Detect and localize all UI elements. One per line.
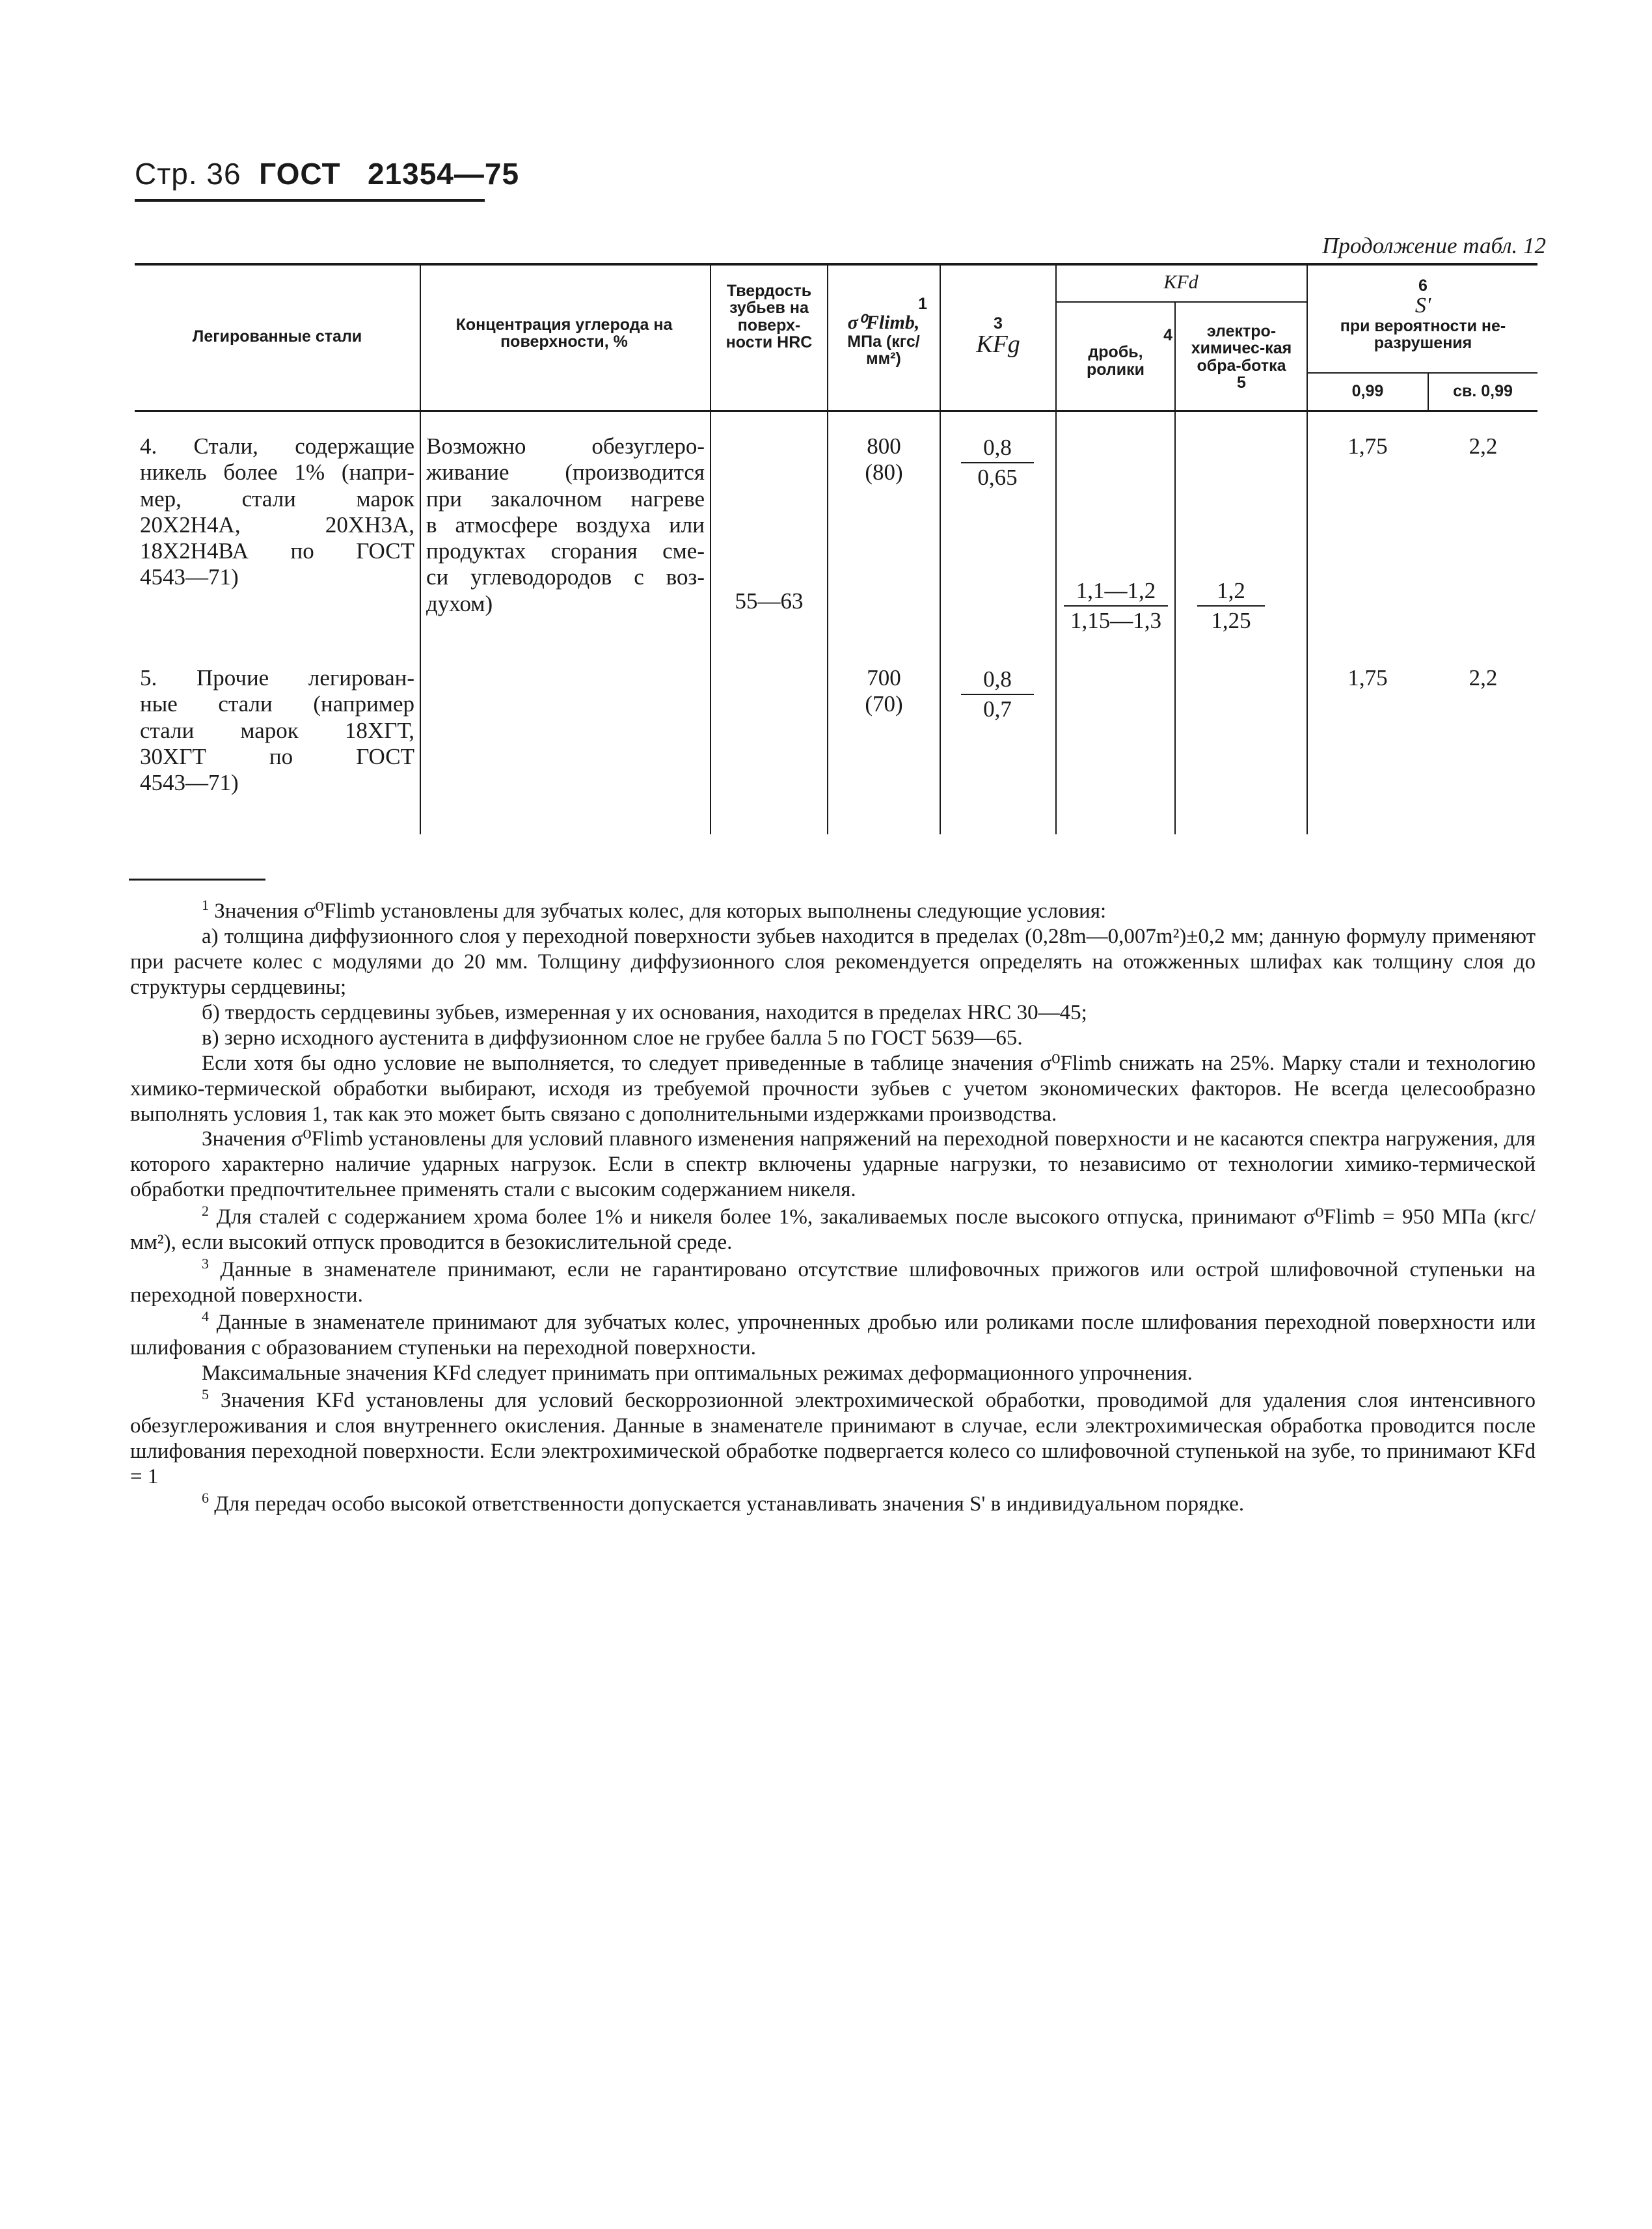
text-line: при закалочном нагреве (426, 485, 705, 512)
kfd-electro-value (1197, 578, 1265, 634)
row4-steel (140, 433, 414, 591)
electro-label: электро-химичес-кая обра-ботка (1191, 322, 1292, 375)
sigma-units: МПа (кгс/мм²) (847, 332, 920, 368)
footnote-ref: 5 (1237, 373, 1246, 392)
row5-sigma (828, 665, 940, 718)
sigma-value: 800 (867, 433, 901, 459)
row4-kfg (961, 435, 1034, 491)
col-divider (710, 263, 711, 834)
col-divider (940, 263, 941, 834)
header-steels: Легированные стали (192, 327, 362, 346)
footnote-text: Для передач особо высокой ответственности допускается устанавливать значения S' в индивидуальном порядке. (214, 1492, 1245, 1516)
footnote-1b: б) твердость сердцевины зубьев, измеренная у их основания, находится в пределах HRC 30—45; (202, 1000, 1087, 1024)
footnote-ref: 3 (994, 314, 1003, 333)
header-s-over099: св. 0,99 (1453, 382, 1513, 400)
footnote-rule (129, 879, 265, 881)
text-line: ные стали (например (140, 691, 414, 717)
sigma-symbol: σ⁰Flimb, (847, 312, 920, 334)
header-s-099: 0,99 (1351, 382, 1384, 400)
text-line: си углеводородов с воз- (426, 564, 705, 590)
footnote-marker: 5 (202, 1386, 209, 1402)
text-line: 30ХГТ по ГОСТ (140, 743, 414, 769)
text-line: живание (производится (426, 459, 705, 485)
fraction-numerator: 0,8 (961, 435, 1034, 463)
header-kfd-electro (1178, 323, 1305, 391)
sigma-kgf-value: (70) (865, 691, 903, 717)
footnote-marker: 3 (202, 1255, 209, 1272)
s-header-rule (1307, 372, 1537, 374)
footnote-text: Для сталей с содержанием хрома более 1% и никеля более 1%, закаливаемых после высокого отпуска, принимают σ⁰Flimb = 950 МПа (кгс/мм²), если высокий отпуск проводится в безокислительной среде. (130, 1205, 1536, 1255)
footnote-1 (130, 897, 1536, 924)
sigma-value: 700 (867, 665, 901, 691)
text-line: в атмосфере воздуха или (426, 512, 705, 538)
header-kfg (943, 315, 1053, 358)
table-top-rule (135, 263, 1537, 266)
kfd-shot-value (1064, 578, 1168, 634)
fraction-numerator: 1,2 (1197, 578, 1265, 607)
header-kfd-shot (1059, 327, 1172, 378)
header-bottom-rule (135, 410, 1537, 412)
col-divider (827, 263, 828, 834)
header-sigma (831, 295, 936, 367)
text-line: 20Х2Н4А, 20ХН3А, (140, 512, 414, 538)
fraction-numerator: 1,1—1,2 (1064, 578, 1168, 607)
col-divider (1174, 301, 1176, 834)
gost-label: ГОСТ (259, 157, 341, 191)
footnote-ref: 1 (918, 295, 927, 313)
row4-s-over099: 2,2 (1469, 433, 1498, 459)
footnote-marker: 6 (202, 1489, 209, 1506)
footnote-1e: Значения σ⁰Flimb установлены для условий плавного изменения напряжений на переходной поверхности и не касаются спектра нагружения, для которого характерно наличие ударных нагрузок. Если в спектр включены ударные нагрузки, то независимо от технологии химико-термической обработки предпочтительнее применять стали с высоким содержанием никеля. (130, 1127, 1536, 1202)
header-carbon: Концентрация углерода на поверхности, % (455, 316, 673, 351)
footnote-6 (130, 1490, 1536, 1517)
row5-s-099: 1,75 (1347, 665, 1388, 691)
page-header (135, 156, 519, 191)
text-line: никель более 1% (напри- (140, 459, 414, 485)
col-divider (1055, 263, 1057, 834)
kfg-symbol: KFg (976, 331, 1020, 359)
row4-sigma (828, 433, 940, 486)
footnotes (130, 897, 1536, 1517)
col-divider (1307, 263, 1308, 834)
shot-label: дробь, ролики (1086, 343, 1145, 379)
footnote-4 (130, 1308, 1536, 1361)
table-continuation: Продолжение табл. 12 (1322, 233, 1546, 258)
footnote-2 (130, 1203, 1536, 1255)
header-kfd: KFd (1163, 271, 1198, 293)
footnote-text: Значения σ⁰Flimb установлены для зубчатых колес, для которых выполнены следующие условия: (214, 899, 1107, 923)
footnote-3 (130, 1255, 1536, 1308)
col-divider (420, 263, 421, 834)
fraction-denominator: 1,15—1,3 (1070, 608, 1161, 633)
text-line: стали марок 18ХГТ, (140, 717, 414, 743)
footnote-1c: в) зерно исходного аустенита в диффузионном слое не грубее балла 5 по ГОСТ 5639—65. (202, 1026, 1023, 1050)
col-divider (1428, 372, 1429, 410)
hardness-value: 55—63 (735, 588, 804, 614)
footnote-1d: Если хотя бы одно условие не выполняется, то следует приведенные в таблице значения σ⁰Flimb снижать на 25%. Марку стали и технологию химико-термической обработки выбирают, исходя из требуемой прочности зубьев с учетом экономических факторов. Не всегда целесообразно выполнять условия 1, так как это может быть связано с дополнительными издержками производства. (130, 1051, 1536, 1126)
table-12 (135, 263, 1537, 834)
row4-carbon (426, 433, 705, 617)
fraction-numerator: 0,8 (961, 666, 1034, 695)
kfd-header-rule (1055, 301, 1307, 303)
footnote-text: Данные в знаменателе принимают для зубчатых колес, упрочненных дробью или роликами после шлифования переходной поверхности или шлифования с образованием ступеньки на переходной поверхности. (130, 1311, 1536, 1360)
header-rule (135, 199, 485, 202)
text-line: 4543—71) (140, 564, 239, 590)
footnote-5 (130, 1386, 1536, 1490)
text-line: Возможно обезуглеро- (426, 433, 705, 459)
text-line: мер, стали марок (140, 485, 414, 512)
footnote-ref: 6 (1418, 277, 1428, 295)
footnote-text: Значения KFd установлены для условий бескоррозионной электрохимической обработки, проводимой для удаления слоя интенсивного обезуглероживания и слоя внутреннего окисления. Данные в знаменателе принимают в случае, если электрохимическая обработка проводится после шлифования переходной поверхности. Если электрохимической обработке подвергается колесо со шлифовочной ступенькой на зубе, то принимают KFd = 1 (130, 1388, 1536, 1488)
text-line: 4543—71) (140, 770, 239, 795)
fraction-denominator: 0,7 (983, 696, 1012, 722)
row5-steel (140, 665, 414, 796)
text-line: 18Х2Н4ВА по ГОСТ (140, 538, 414, 564)
text-line: 4. Стали, содержащие (140, 433, 414, 459)
text-line: продуктах сгорания сме- (426, 538, 705, 564)
footnote-4b: Максимальные значения KFd следует принимать при оптимальных режимах деформационного упрочнения. (202, 1361, 1193, 1385)
header-s (1310, 277, 1536, 351)
page-number: Стр. 36 (135, 157, 241, 191)
sigma-kgf-value: (80) (865, 459, 903, 485)
s-description: при вероятности не-разрушения (1340, 316, 1506, 353)
fraction-denominator: 0,65 (977, 465, 1018, 490)
s-symbol: S' (1415, 294, 1431, 318)
footnote-marker: 4 (202, 1308, 209, 1324)
row5-kfg (961, 666, 1034, 722)
header-hardness: Твердость зубьев на поверх-ности HRC (725, 282, 813, 351)
row4-s-099: 1,75 (1347, 433, 1388, 459)
footnote-marker: 1 (202, 897, 209, 913)
gost-number: 21354—75 (367, 157, 520, 191)
row5-s-over099: 2,2 (1469, 665, 1498, 691)
footnote-marker: 2 (202, 1203, 209, 1220)
footnote-ref: 4 (1163, 326, 1172, 344)
text-line: 5. Прочие легирован- (140, 665, 414, 691)
text-line: духом) (426, 590, 493, 616)
footnote-1a: а) толщина диффузионного слоя у переходной поверхности зубьев находится в пределах (0,28m—0,007m²)±0,2 мм; данную формулу применяют при расчете колес с модулями до 20 мм. Толщину диффузионного слоя рекомендуется определять на отожженных шлифах как толщину слоя до структуры сердцевины; (130, 924, 1536, 999)
footnote-text: Данные в знаменателе принимают, если не гарантировано отсутствие шлифовочных прижогов или острой шлифовочной ступеньки на переходной поверхности. (130, 1258, 1536, 1307)
fraction-denominator: 1,25 (1211, 608, 1251, 633)
